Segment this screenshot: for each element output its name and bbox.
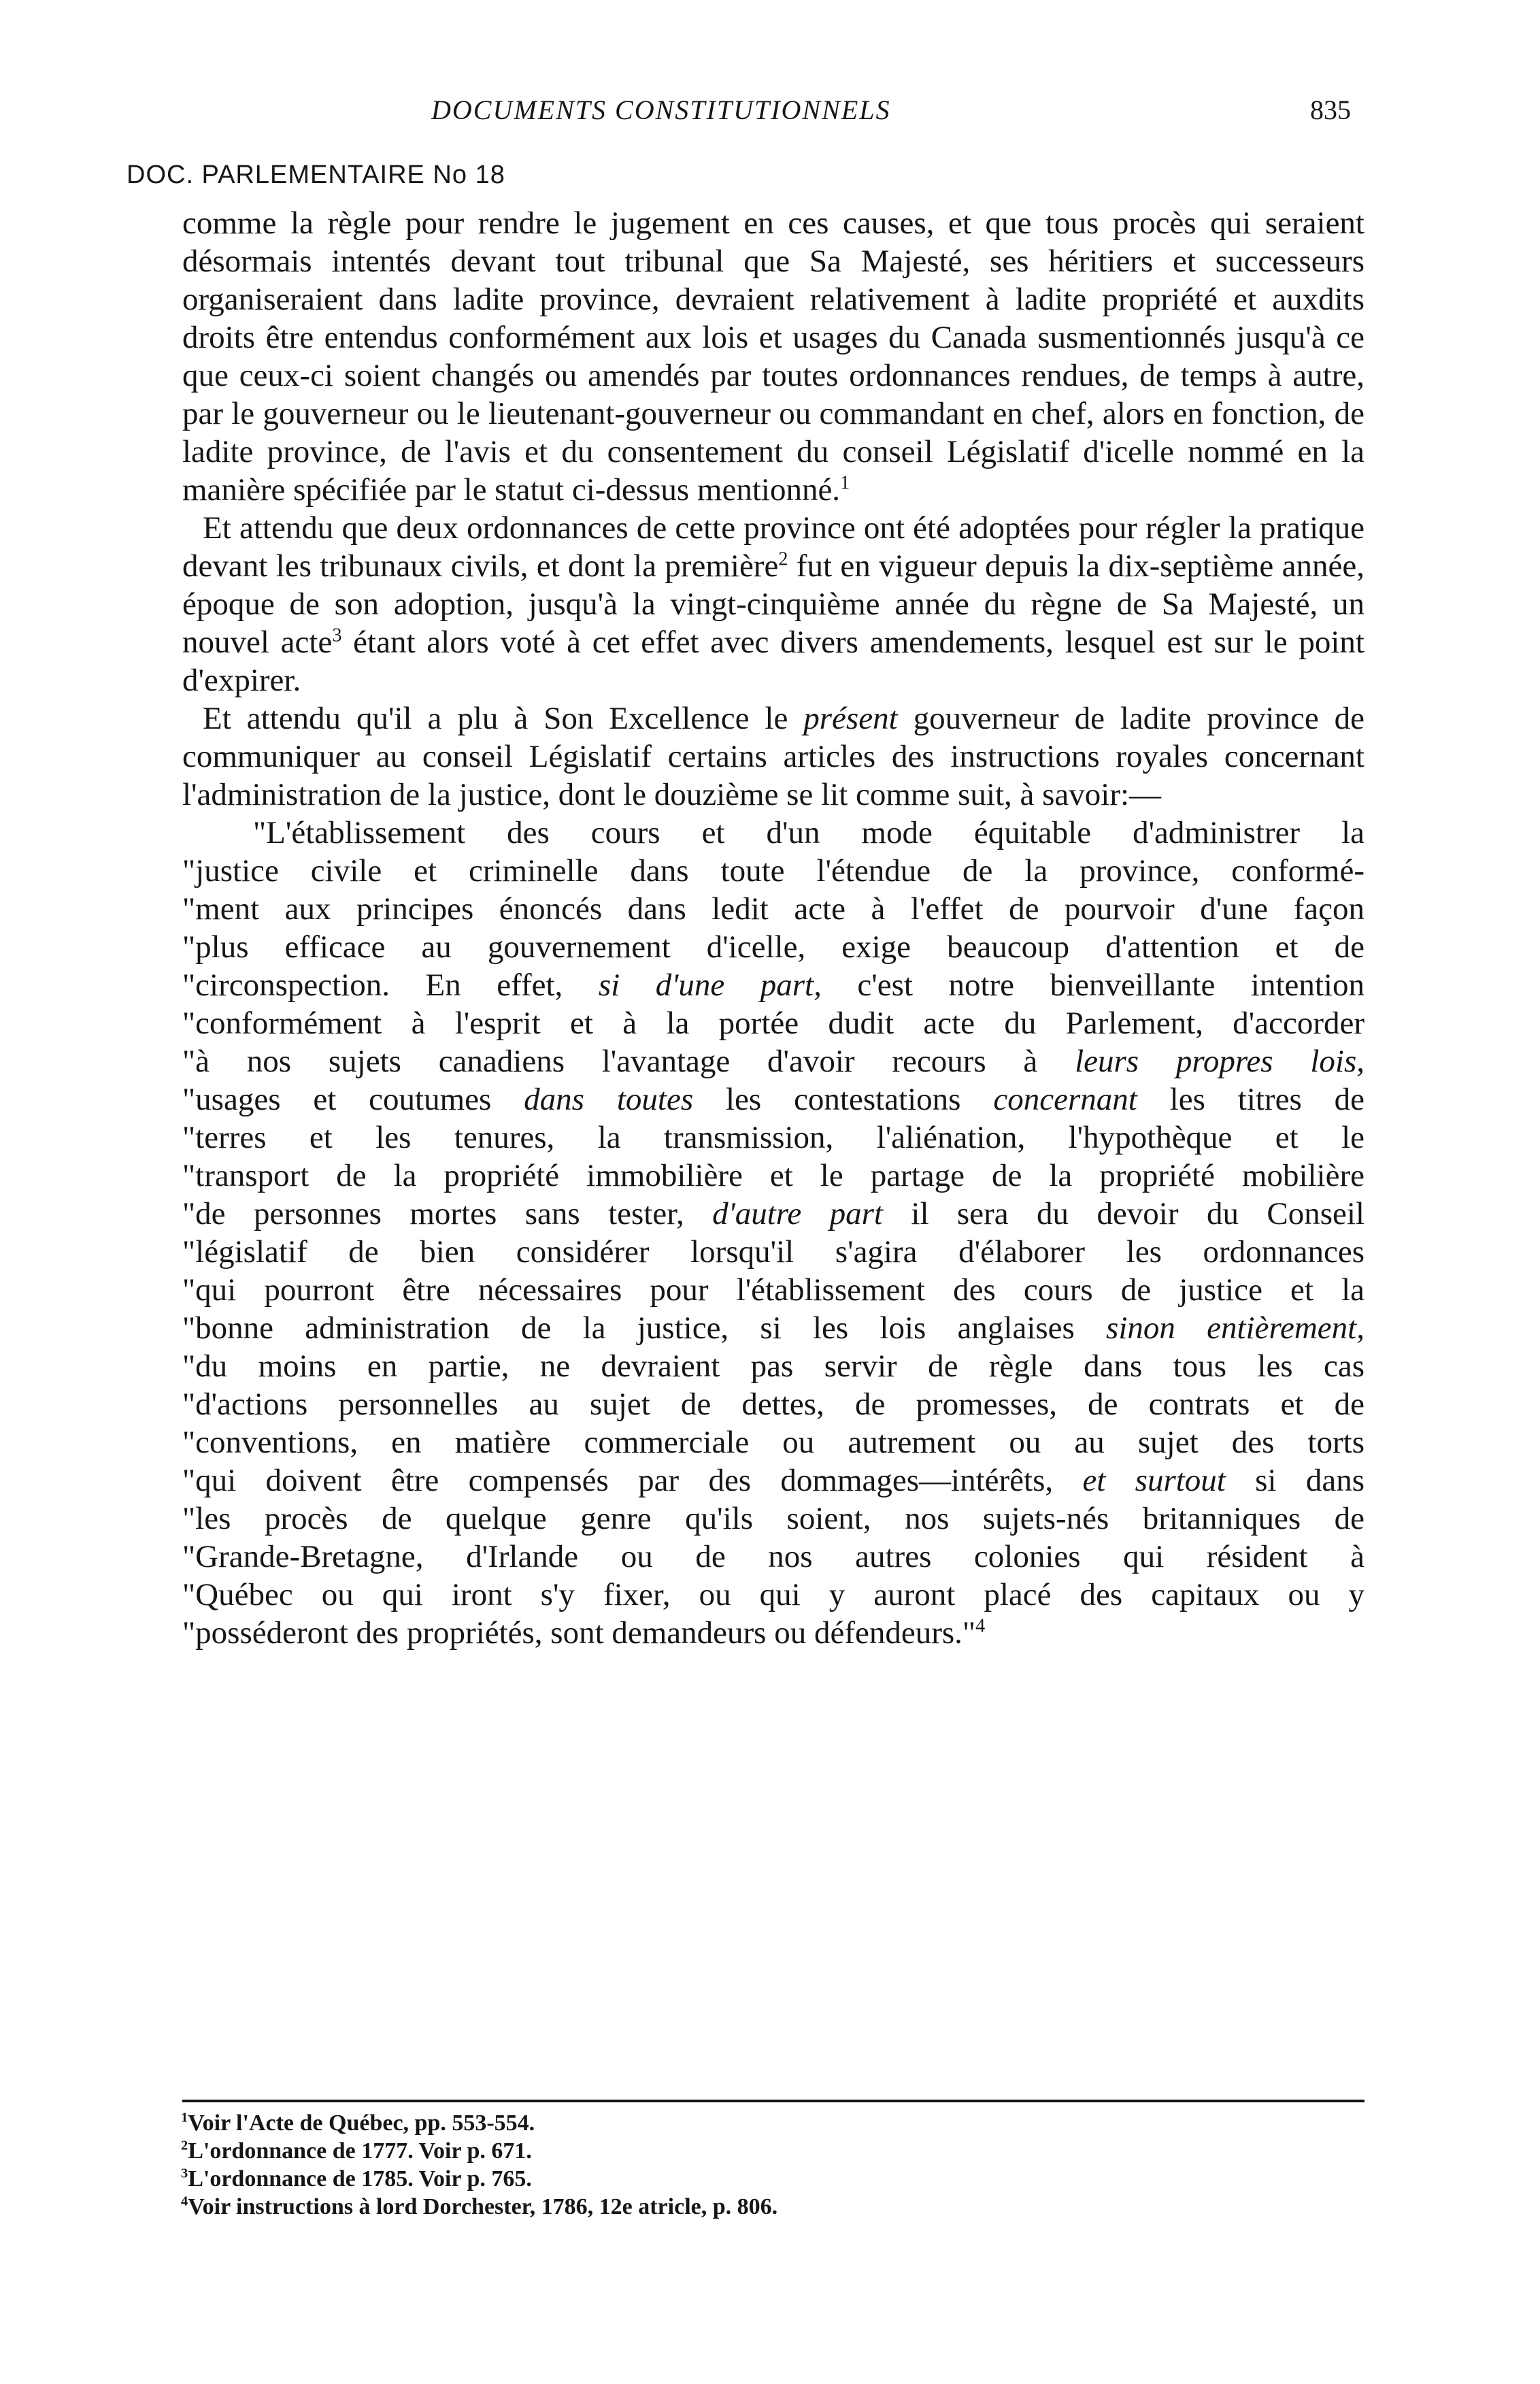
body-text <box>182 204 1365 1652</box>
footnote-ref-1: 1 <box>840 472 850 494</box>
paragraph-2-text-c: étant alors voté à cet effet avec divers amendements, lesquel est sur le point d'expirer. <box>182 625 1365 698</box>
footnote-ref-4: 4 <box>975 1615 986 1637</box>
quote-segment: il sera du devoir du Conseil <box>882 1196 1365 1231</box>
footnote-text: Voir l'Acte de Québec, pp. 553-554. <box>188 2110 535 2136</box>
quote-emphasis: dans toutes <box>524 1082 694 1117</box>
quote-line: "Québec ou qui iront s'y fixer, ou qui y auront placé des capitaux ou y <box>182 1577 1365 1612</box>
footnote <box>181 2193 1065 2221</box>
footnote-text: L'ordonnance de 1785. Voir p. 765. <box>188 2166 532 2191</box>
footnote-ref-2: 2 <box>778 548 788 570</box>
quote-line <box>182 966 1365 1004</box>
quote-line: "terres et les tenures, la transmission, l'aliénation, l'hypothèque et le <box>182 1120 1365 1155</box>
quote-line <box>182 1042 1365 1080</box>
document-label: DOC. PARLEMENTAIRE No 18 <box>127 161 505 189</box>
paragraph-2-text-b: fut en vigueur depuis la dix-septième année, époque de son adoption, jusqu'à la vingt-cinquième année du règne de Sa Majesté, un nouvel acte <box>182 548 1365 660</box>
footnote-text: L'ordonnance de 1777. Voir p. 671. <box>188 2138 532 2164</box>
quote-line <box>182 1309 1365 1347</box>
quote-line: "d'actions personnelles au sujet de dettes, de promesses, de contrats et de <box>182 1387 1365 1422</box>
quote-segment: c'est notre bienveillante intention <box>821 967 1365 1003</box>
quote-line: "les procès de quelque genre qu'ils soient, nos sujets-nés britanniques de <box>182 1501 1365 1536</box>
footnote-text: Voir instructions à lord Dorchester, 1786, 12e atricle, p. 806. <box>188 2194 778 2219</box>
quote-emphasis: si d'une part, <box>598 967 822 1003</box>
quote-line: "législatif de bien considérer lorsqu'il s'agira d'élaborer les ordonnances <box>182 1234 1365 1270</box>
quote-line: "ment aux principes énoncés dans ledit acte à l'effet de pourvoir d'une façon <box>182 891 1365 927</box>
quote-line: "conventions, en matière commerciale ou autrement ou au sujet des torts <box>182 1425 1365 1460</box>
quote-line <box>182 1461 1365 1500</box>
paragraph-1 <box>182 204 1365 509</box>
quote-line <box>182 1080 1365 1119</box>
footnote-divider <box>182 2100 1365 2102</box>
paragraph-2 <box>182 509 1365 699</box>
quote-segment: "usages et coutumes <box>182 1082 524 1117</box>
quote-line: "L'établissement des cours et d'un mode équitable d'administrer la <box>253 815 1365 850</box>
footnotes <box>181 2109 1065 2221</box>
paragraph-3-emphasis: présent <box>803 701 898 736</box>
quote-line: "Grande-Bretagne, d'Irlande ou de nos autres colonies qui résident à <box>182 1539 1365 1574</box>
quote-line: "conformément à l'esprit et à la portée dudit acte du Parlement, d'accorder <box>182 1006 1365 1041</box>
quote-segment: "circonspection. En effet, <box>182 967 599 1003</box>
quote-segment: les titres de <box>1137 1082 1365 1117</box>
footnote-ref-3: 3 <box>332 625 342 646</box>
quote-segment: si dans <box>1225 1463 1365 1498</box>
quote-emphasis: leurs propres lois, <box>1075 1044 1365 1079</box>
quote-segment: "qui doivent être compensés par des dommages—intérêts, <box>182 1463 1083 1498</box>
quote-line: "qui pourront être nécessaires pour l'établissement des cours de justice et la <box>182 1272 1365 1308</box>
royal-instruction-quote <box>182 814 1365 1652</box>
paragraph-1-text: comme la règle pour rendre le jugement en ces causes, et que tous procès qui seraient désormais intentés devant tout tribunal que Sa Majesté, ses héritiers et successeurs organiseraient dans ladite province, devraient relativement à ladite propriété et auxdits droits être entendus conformément aux lois et usages du Canada susmentionnés jusqu'à ce que ceux-ci soient changés ou amendés par toutes ordonnances rendues, de temps à autre, par le gouverneur ou le lieutenant-gouverneur ou commandant en chef, alors en fonction, de ladite province, de l'avis et du consentement du conseil Législatif d'icelle nommé en la manière spécifiée par le statut ci-dessus mentionné. <box>182 205 1365 508</box>
paragraph-3-text-b: gouverneur de ladite province de communiquer au conseil Législatif certains articles des instructions royales concernant l'administration de la justice, dont le douzième se lit comme suit, à savoir:— <box>182 701 1365 812</box>
footnote-mark: 3 <box>181 2166 188 2181</box>
footnote <box>181 2165 1065 2193</box>
paragraph-3-text-a: Et attendu qu'il a plu à Son Excellence le <box>203 701 804 736</box>
running-head: DOCUMENTS CONSTITUTIONNELS <box>431 95 891 125</box>
quote-emphasis: concernant <box>993 1082 1137 1117</box>
quote-segment: "bonne administration de la justice, si les lois anglaises <box>182 1310 1107 1346</box>
footnote-mark: 2 <box>181 2138 188 2153</box>
quote-emphasis: sinon entièrement, <box>1106 1310 1365 1346</box>
footnote <box>181 2109 1065 2137</box>
quote-line: "plus efficace au gouvernement d'icelle, exige beaucoup d'attention et de <box>182 929 1365 965</box>
quote-emphasis: d'autre part <box>712 1196 883 1231</box>
footnote <box>181 2137 1065 2165</box>
quote-segment: "à nos sujets canadiens l'avantage d'avoir recours à <box>182 1044 1075 1079</box>
footnote-mark: 1 <box>181 2110 188 2125</box>
quote-line <box>182 1195 1365 1233</box>
quote-line: "justice civile et criminelle dans toute l'étendue de la province, conformé- <box>182 853 1365 889</box>
paragraph-3 <box>182 699 1365 814</box>
quote-line: "du moins en partie, ne devraient pas servir de règle dans tous les cas <box>182 1348 1365 1384</box>
quote-line <box>182 1614 1365 1652</box>
quote-segment: "de personnes mortes sans tester, <box>182 1196 713 1231</box>
page-number: 835 <box>1310 95 1351 125</box>
quote-emphasis: et surtout <box>1082 1463 1226 1498</box>
quote-segment: les contestations <box>693 1082 994 1117</box>
quote-segment: "posséderont des propriétés, sont demandeurs ou défendeurs." <box>182 1615 976 1651</box>
quote-line: "transport de la propriété immobilière et le partage de la propriété mobilière <box>182 1158 1365 1193</box>
paragraph-2-text-a: Et attendu que deux ordonnances de cette province ont été adoptées pour régler la pratique devant les tribunaux civils, et dont la première <box>182 510 1365 584</box>
footnote-mark: 4 <box>181 2193 188 2209</box>
